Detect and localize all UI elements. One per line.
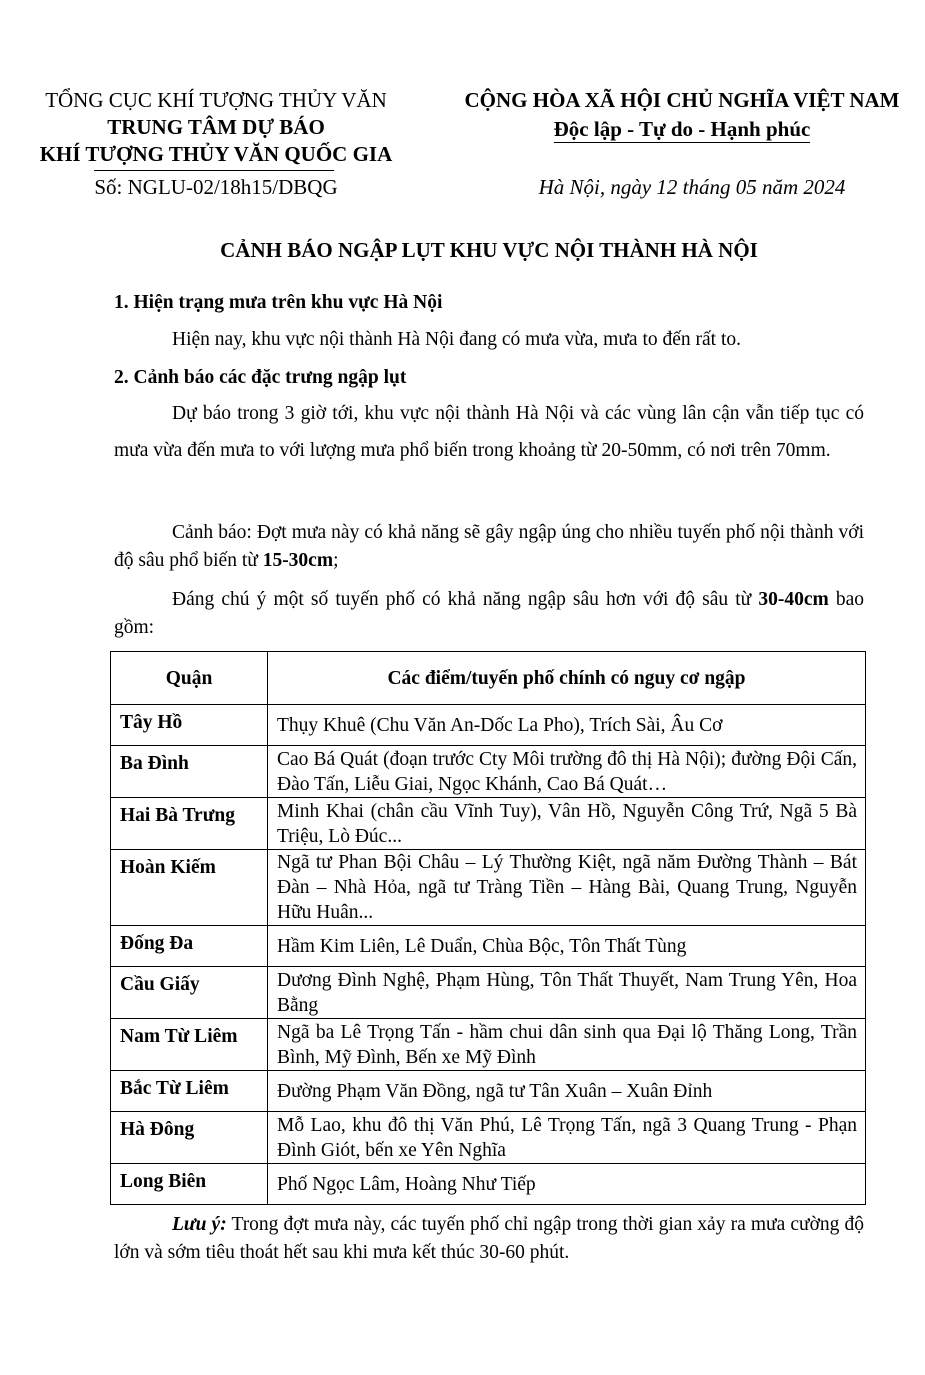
note-paragraph bbox=[114, 1211, 864, 1267]
agency-line-1: TỔNG CỤC KHÍ TƯỢNG THỦY VĂN bbox=[45, 88, 387, 112]
streets-cell: Thụy Khuê (Chu Văn An-Dốc La Pho), Trích Sài, Âu Cơ bbox=[268, 705, 866, 746]
forecast-paragraph: Dự báo trong 3 giờ tới, khu vực nội thành Hà Nội và các vùng lân cận vẫn tiếp tục có mưa vừa đến mưa to với lượng mưa phổ biến trong khoảng từ 20-50mm, có nơi trên 70mm. bbox=[114, 403, 864, 461]
table-body bbox=[111, 705, 866, 1205]
header-underline-left bbox=[94, 170, 334, 171]
warning-end: ; bbox=[333, 550, 339, 571]
document-number: Số: NGLU-02/18h15/DBQG bbox=[94, 175, 338, 199]
table-row bbox=[111, 1112, 866, 1164]
notable-text: Đáng chú ý một số tuyến phố có khả năng ngập sâu hơn với độ sâu từ bbox=[172, 589, 759, 610]
district-cell: Hà Đông bbox=[111, 1112, 268, 1164]
district-cell: Nam Từ Liêm bbox=[111, 1019, 268, 1071]
table-row bbox=[111, 926, 866, 967]
warning-paragraph bbox=[114, 519, 864, 575]
warning-depth: 15-30cm bbox=[262, 550, 334, 571]
district-cell: Hoàn Kiếm bbox=[111, 850, 268, 926]
district-cell: Hai Bà Trưng bbox=[111, 798, 268, 850]
table-row bbox=[111, 1019, 866, 1071]
note-text: Trong đợt mưa này, các tuyến phố chỉ ngập trong thời gian xảy ra mưa cường độ lớn và sớm tiêu thoát hết sau khi mưa kết thúc 30-60 phút. bbox=[114, 1214, 864, 1263]
notable-paragraph bbox=[114, 586, 864, 642]
table-header-row bbox=[111, 652, 866, 705]
agency-name bbox=[20, 87, 412, 168]
district-cell: Ba Đình bbox=[111, 746, 268, 798]
table-row bbox=[111, 1164, 866, 1205]
streets-cell: Dương Đình Nghệ, Phạm Hùng, Tôn Thất Thuyết, Nam Trung Yên, Hoa Bằng bbox=[268, 967, 866, 1019]
notable-depth: 30-40cm bbox=[758, 589, 829, 610]
streets-cell: Cao Bá Quát (đoạn trước Cty Môi trường đô thị Hà Nội); đường Đội Cấn, Đào Tấn, Liễu Giai, Ngọc Khánh, Cao Bá Quát… bbox=[268, 746, 866, 798]
streets-cell: Ngã ba Lê Trọng Tấn - hầm chui dân sinh qua Đại lộ Thăng Long, Trần Bình, Mỹ Đình, Bến xe Mỹ Đình bbox=[268, 1019, 866, 1071]
flood-risk-table bbox=[110, 651, 866, 1205]
table-row bbox=[111, 1071, 866, 1112]
section-2-heading: 2. Cảnh báo các đặc trưng ngập lụt bbox=[114, 367, 407, 388]
district-cell: Bắc Từ Liêm bbox=[111, 1071, 268, 1112]
notable-end: bao gồm: bbox=[114, 589, 864, 638]
motto-text: Độc lập - Tự do - Hạnh phúc bbox=[553, 117, 811, 141]
table-row bbox=[111, 967, 866, 1019]
agency-line-3: KHÍ TƯỢNG THỦY VĂN QUỐC GIA bbox=[39, 142, 393, 166]
table-row bbox=[111, 705, 866, 746]
table-row bbox=[111, 850, 866, 926]
country-name: CỘNG HÒA XÃ HỘI CHỦ NGHĨA VIỆT NAM bbox=[464, 88, 900, 112]
agency-line-2: TRUNG TÂM DỰ BÁO bbox=[107, 115, 325, 139]
section-1-heading: 1. Hiện trạng mưa trên khu vực Hà Nội bbox=[114, 292, 443, 313]
streets-cell: Đường Phạm Văn Đồng, ngã tư Tân Xuân – Xuân Đỉnh bbox=[268, 1071, 866, 1112]
place-date: Hà Nội, ngày 12 tháng 05 năm 2024 bbox=[538, 175, 846, 199]
warning-text: Cảnh báo: Đợt mưa này có khả năng sẽ gây ngập úng cho nhiều tuyến phố nội thành với độ sâu phổ biến từ bbox=[114, 522, 864, 571]
table-row bbox=[111, 746, 866, 798]
streets-cell: Minh Khai (chân cầu Vĩnh Tuy), Vân Hồ, Nguyễn Công Trứ, Ngã 5 Bà Triệu, Lò Đúc... bbox=[268, 798, 866, 850]
streets-cell: Hầm Kim Liên, Lê Duẩn, Chùa Bộc, Tôn Thất Tùng bbox=[268, 926, 866, 967]
table-row bbox=[111, 798, 866, 850]
district-cell: Cầu Giấy bbox=[111, 967, 268, 1019]
section-1-text: Hiện nay, khu vực nội thành Hà Nội đang có mưa vừa, mưa to đến rất to. bbox=[172, 329, 741, 350]
note-label: Lưu ý: bbox=[172, 1214, 227, 1235]
column-header-streets: Các điểm/tuyến phố chính có nguy cơ ngập bbox=[268, 652, 866, 705]
document-title: CẢNH BÁO NGẬP LỤT KHU VỰC NỘI THÀNH HÀ NỘI bbox=[220, 238, 758, 262]
district-cell: Tây Hồ bbox=[111, 705, 268, 746]
streets-cell: Mỗ Lao, khu đô thị Văn Phú, Lê Trọng Tấn, ngã 3 Quang Trung - Phạn Đình Giót, bến xe Yên Nghĩa bbox=[268, 1112, 866, 1164]
column-header-district: Quận bbox=[111, 652, 268, 705]
national-motto bbox=[432, 116, 925, 143]
district-cell: Đống Đa bbox=[111, 926, 268, 967]
district-cell: Long Biên bbox=[111, 1164, 268, 1205]
streets-cell: Ngã tư Phan Bội Châu – Lý Thường Kiệt, ngã năm Đường Thành – Bát Đàn – Nhà Hỏa, ngã tư Tràng Tiền – Hàng Bài, Quang Trung, Nguyễn Hữu Huân... bbox=[268, 850, 866, 926]
streets-cell: Phố Ngọc Lâm, Hoàng Như Tiếp bbox=[268, 1164, 866, 1205]
